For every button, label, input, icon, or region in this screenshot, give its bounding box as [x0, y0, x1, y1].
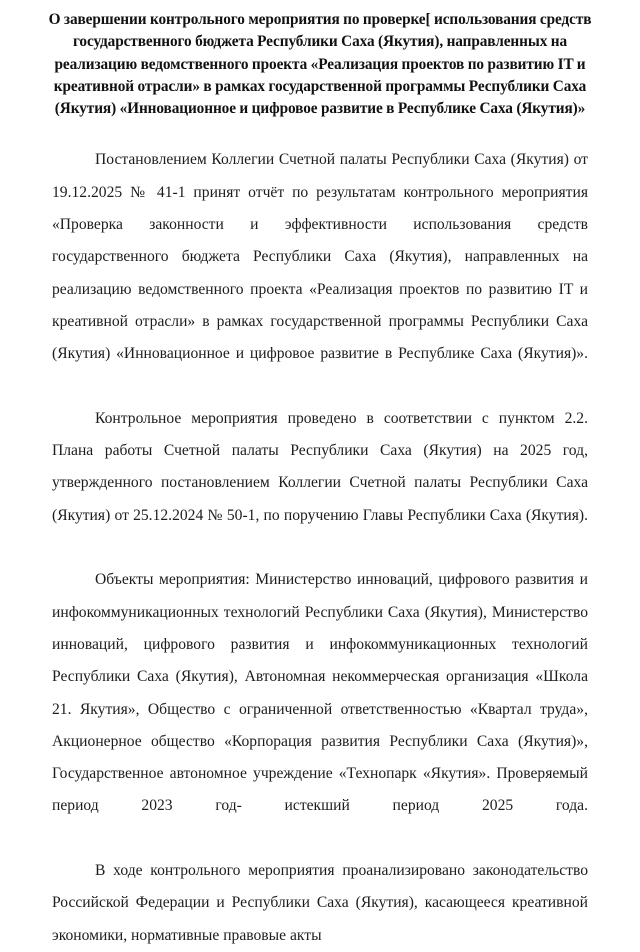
document-body: [0, 144, 640, 951]
page-title: О завершении контрольного мероприятия по проверке[ использования средств государственного бюджета Республики Саха (Якутия), направленных на реализацию ведомственного проекта «Реализация проектов по развитию IT и креативной отрасли» в рамках государственной программы Республики Саха (Якутия) «Инновационное и цифровое развитие в Республике Саха (Якутия)»: [48, 11, 592, 118]
paragraph-4: В ходе контрольного мероприятия проанализировано законодательство Российской Федерации и Республики Саха (Якутия), касающееся креативной экономики, нормативные правовые акты: [52, 862, 588, 944]
paragraph-3: Объекты мероприятия: Министерство инноваций, цифрового развития и инфокоммуникационных технологий Республики Саха (Якутия), Министерство инноваций, цифрового развития и инфокоммуникационных технологий Республики Саха (Якутия), Автономная некоммерческая организация «Школа 21. Якутия», Общество с ограниченной ответственностью «Квартал труда», Акционерное общество «Корпорация развития Республики Саха (Якутия)», Государственное автономное учреждение «Технопарк «Якутия». Проверяемый период 2023 год- истекший период 2025 года.: [52, 571, 588, 815]
paragraph-2: Контрольное мероприятия проведено в соответствии с пунктом 2.2. Плана работы Счетной палаты Республики Саха (Якутия) на 2025 год, утвержденного постановлением Коллегии Счетной палаты Республики Саха (Якутия) от 25.12.2024 № 50-1, по поручению Главы Республики Саха (Якутия).: [52, 409, 588, 524]
paragraph-1: Постановлением Коллегии Счетной палаты Республики Саха (Якутия) от 19.12.2025 № 41-1 принят отчёт по результатам контрольного мероприятия «Проверка законности и эффективности использования средств государственного бюджета Республики Саха (Якутия), направленных на реализацию ведомственного проекта «Реализация проектов по развитию IT и креативной отрасли» в рамках государственной программы Республики Саха (Якутия) «Инновационное и цифровое развитие в Республике Саха (Якутия)».: [52, 151, 588, 363]
